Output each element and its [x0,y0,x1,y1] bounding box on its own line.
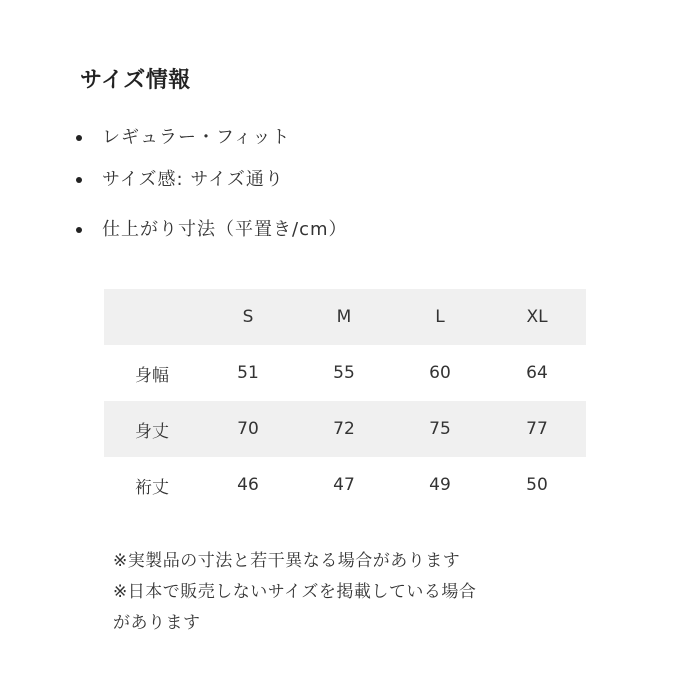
row-label: 身丈 [135,421,169,442]
table-cell: 50 [526,475,548,495]
note-line: ※日本で販売しないサイズを掲載している場合 [113,582,477,602]
table-header-cell: M [336,307,352,327]
page-title: サイズ情報 [80,68,191,93]
table-header-cell: L [435,307,445,327]
bullet-icon [76,227,82,233]
list-item [76,166,348,194]
feature-list [76,124,348,244]
table-cell: 55 [333,363,355,383]
table-cell: 49 [429,475,451,495]
table-header-cell: S [242,307,254,327]
table-row [104,457,586,513]
table-cell: 46 [237,475,259,495]
table-cell: 75 [429,419,451,439]
table-row [104,401,586,457]
table-cell: 64 [526,363,548,383]
size-table [104,289,586,513]
bullet-icon [76,135,82,141]
fit-label: レギュラー・フィット [102,127,291,148]
list-item [76,216,348,244]
table-cell: 77 [526,419,548,439]
table-row [104,345,586,401]
table-header-cell [104,289,200,345]
table-header-row [104,289,586,345]
measurement-label: 仕上がり寸法（平置き/cm） [102,219,348,240]
row-label: 裄丈 [135,477,169,498]
bullet-icon [76,177,82,183]
table-cell: 60 [429,363,451,383]
list-item [76,124,348,152]
table-cell: 72 [333,419,355,439]
note-line: があります [113,613,201,633]
table-cell: 51 [237,363,259,383]
size-feel-label: サイズ感: サイズ通り [102,169,284,190]
table-cell: 70 [237,419,259,439]
table-cell: 47 [333,475,355,495]
row-label: 身幅 [135,365,169,386]
note-line: ※実製品の寸法と若干異なる場合があります [113,551,461,571]
notes [113,546,476,639]
table-header-cell: XL [526,307,548,327]
